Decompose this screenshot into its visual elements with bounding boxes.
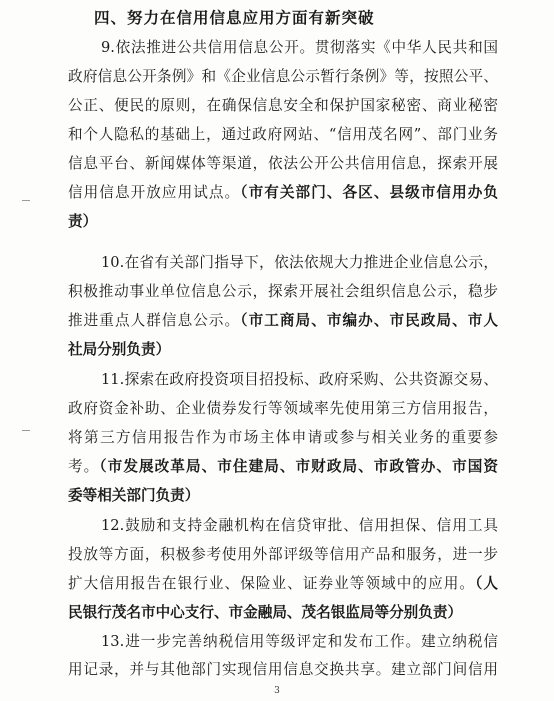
- responsible-dept: （人: [475, 575, 498, 592]
- line-text: 考。: [68, 458, 100, 475]
- paragraph-12-line-1: [101, 512, 498, 539]
- line-text: 11.探索在政府投资项目招投标、政府采购、公共资源交易、: [101, 371, 498, 388]
- responsible-dept: 社局分别负责）: [68, 341, 171, 358]
- line-text: 推进重点人群信息公示。: [68, 312, 241, 329]
- paragraph-10-line-3: [68, 307, 498, 334]
- paragraph-9-line-3: [68, 92, 498, 119]
- paragraph-10-line-4: [68, 336, 498, 363]
- line-text: 政府资金补助、企业债券发行等领域率先使用第三方信用报告，: [68, 400, 498, 417]
- paragraph-9-line-6: [68, 179, 498, 206]
- line-text: 将第三方信用报告作为市场主体申请或参与相关业务的重要参: [68, 429, 498, 446]
- line-text: 积极推动事业单位信息公示，探索开展社会组织信息公示，稳步: [68, 283, 498, 300]
- responsible-dept: 委等相关部门负责）: [68, 487, 200, 504]
- line-text: 13.进一步完善纳税信用等级评定和发布工作。建立纳税信: [101, 633, 498, 650]
- paragraph-9-line-7: [68, 208, 498, 235]
- paragraph-9-line-5: [68, 150, 498, 177]
- line-text: 和个人隐私的基础上，通过政府网站、“信用茂名网”、部门业务: [68, 126, 498, 143]
- line-text: 10.在省有关部门指导下，依法依规大力推进企业信息公示，: [101, 254, 498, 271]
- line-text: 扩大信用报告在银行业、保险业、证券业等领域中的应用。: [68, 575, 476, 592]
- paragraph-12-line-2: [68, 541, 498, 568]
- line-text: 12.鼓励和支持金融机构在信贷审批、信用担保、信用工具: [101, 517, 498, 534]
- line-text: 信用信息开放应用试点。: [68, 184, 241, 201]
- paragraph-13-line-2: [68, 656, 498, 683]
- responsible-dept: 民银行茂名市中心支行、市金融局、茂名银监局等分别负责）: [68, 604, 463, 621]
- responsible-dept: （市发展改革局、市住建局、市财政局、市政管办、市国资: [99, 458, 498, 475]
- line-text: 公正、便民的原则，在确保信息安全和保护国家秘密、商业秘密: [68, 97, 498, 114]
- paragraph-11-line-5: [68, 482, 498, 509]
- paragraph-10-line-1: [101, 249, 498, 276]
- margin-mark: [22, 430, 30, 431]
- paragraph-11-line-1: [101, 366, 498, 393]
- paragraph-12-line-3: [68, 570, 498, 597]
- paragraph-9-line-1: [101, 34, 498, 61]
- paragraph-11-line-4: [68, 453, 498, 480]
- responsible-dept: （市有关部门、各区、县级市信用办负: [240, 184, 498, 201]
- paragraph-13-line-1: [101, 628, 498, 655]
- line-text: 政府信息公开条例》和《企业信息公示暂行条例》等，按照公平、: [68, 68, 498, 85]
- section-heading: 四、努力在信用信息应用方面有新突破: [94, 9, 375, 27]
- paragraph-9-line-2: [68, 63, 498, 90]
- margin-mark: [22, 200, 30, 201]
- responsible-dept: （市工商局、市编办、市民政局、市人: [240, 312, 498, 329]
- paragraph-9-line-4: [68, 121, 498, 148]
- paragraph-10-line-2: [68, 278, 498, 305]
- page-number: 3: [274, 686, 280, 696]
- line-text: 用记录，并与其他部门实现信用信息交换共享。建立部门间信用: [68, 661, 498, 678]
- paragraph-12-line-4: [68, 599, 498, 626]
- paragraph-11-line-2: [68, 395, 498, 422]
- line-text: 9.依法推进公共信用信息公开。贯彻落实《中华人民共和国: [101, 39, 498, 56]
- paragraph-11-line-3: [68, 424, 498, 451]
- line-text: 信息平台、新闻媒体等渠道，依法公开公共信用信息，探索开展: [68, 155, 498, 172]
- responsible-dept: 责）: [68, 213, 98, 230]
- line-text: 投放等方面，积极参考使用外部评级等信用产品和服务，进一步: [68, 546, 498, 563]
